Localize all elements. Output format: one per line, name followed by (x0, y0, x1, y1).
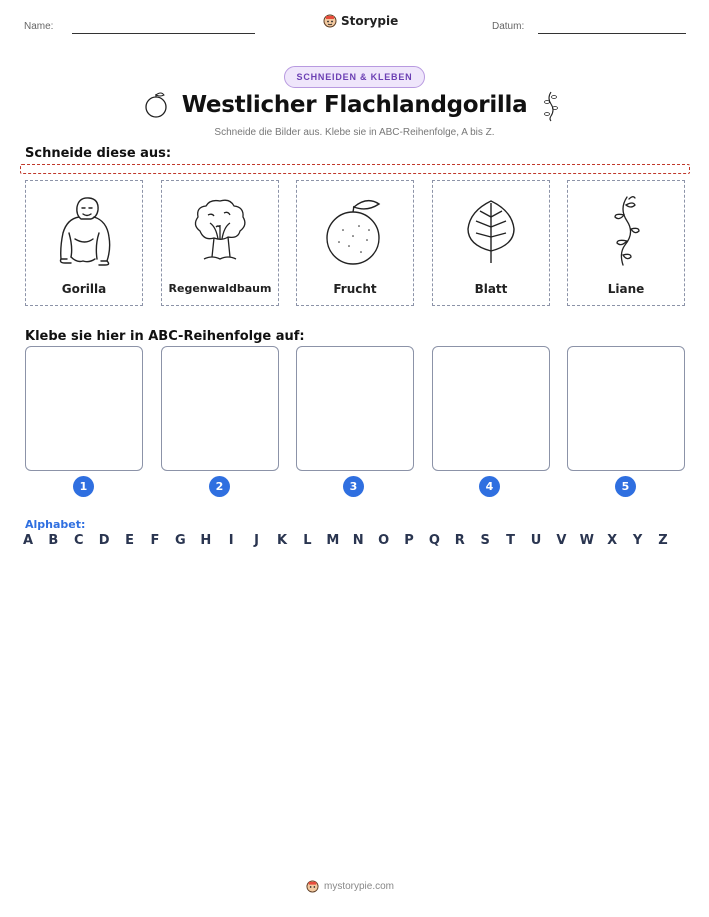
slot-number-4: 4 (479, 476, 500, 497)
cutout-card-leaf[interactable] (432, 180, 550, 306)
instructions: Schneide die Bilder aus. Klebe sie in ABC-Reihenfolge, A bis Z. (214, 127, 495, 138)
alphabet-letter: W (579, 533, 594, 548)
card-label-tree: Regenwaldbaum (168, 282, 272, 295)
alphabet-letter: R (454, 533, 465, 548)
alphabet-letter: E (125, 533, 135, 548)
alphabet-letter: B (48, 533, 59, 548)
card-label-leaf: Blatt (474, 282, 508, 296)
storypie-mascot-icon (323, 14, 337, 28)
brand-name: Storypie (341, 14, 399, 28)
alphabet-letter: A (22, 533, 34, 548)
vine-small-icon (542, 90, 560, 122)
date-line[interactable] (538, 33, 686, 34)
cutout-card-fruit[interactable] (296, 180, 414, 306)
alphabet-letter: M (326, 533, 340, 548)
cut-heading: Schneide diese aus: (25, 146, 172, 161)
alphabet-letter: L (303, 533, 312, 548)
slot-number-1: 1 (73, 476, 94, 497)
paste-heading: Klebe sie hier in ABC-Reihenfolge auf: (25, 329, 305, 344)
alphabet-letter: N (352, 533, 364, 548)
gorilla-icon (49, 193, 119, 269)
alphabet-letter: Y (632, 533, 643, 548)
cut-line (20, 164, 690, 174)
alphabet-title: Alphabet: (25, 518, 86, 531)
footer (306, 880, 394, 893)
alphabet-letter: G (175, 533, 186, 548)
alphabet-letter: X (607, 533, 618, 548)
paste-slot-4[interactable] (432, 346, 550, 471)
card-label-vine: Liane (607, 282, 645, 296)
slot-number-5: 5 (615, 476, 636, 497)
alphabet-letter: S (480, 533, 490, 548)
leaf-icon (462, 197, 520, 265)
activity-badge: SCHNEIDEN & KLEBEN (284, 66, 425, 88)
alphabet-letter: Z (658, 533, 668, 548)
paste-slot-3[interactable] (296, 346, 414, 471)
alphabet-letter: D (98, 533, 110, 548)
alphabet-letter: J (254, 533, 260, 548)
paste-slot-5[interactable] (567, 346, 685, 471)
name-label: Name: (24, 21, 54, 32)
tree-icon (190, 197, 250, 265)
brand-logo (323, 14, 398, 28)
alphabet-letter: Q (428, 533, 440, 548)
page-title-wrap (0, 92, 709, 118)
alphabet-letter: F (150, 533, 160, 548)
storypie-mascot-icon (306, 880, 319, 893)
alphabet-letter: K (276, 533, 288, 548)
footer-url[interactable]: mystorypie.com (324, 881, 395, 892)
alphabet-letter: T (506, 533, 516, 548)
date-label: Datum: (492, 21, 525, 32)
card-label-fruit: Frucht (333, 282, 377, 296)
page-title: Westlicher Flachlandgorilla (181, 92, 528, 118)
slot-number-3: 3 (343, 476, 364, 497)
paste-slot-2[interactable] (161, 346, 279, 471)
slot-number-2: 2 (209, 476, 230, 497)
alphabet-letter: P (404, 533, 414, 548)
alphabet-letter: U (530, 533, 542, 548)
alphabet-letter: O (378, 533, 390, 548)
paste-slot-1[interactable] (25, 346, 143, 471)
alphabet-letter: I (228, 533, 234, 548)
fruit-icon (323, 196, 387, 266)
cutout-card-vine[interactable] (567, 180, 685, 306)
alphabet-letter: V (556, 533, 567, 548)
name-line[interactable] (72, 33, 255, 34)
alphabet-row (22, 533, 685, 551)
alphabet-letter: H (200, 533, 212, 548)
vine-icon (609, 195, 643, 267)
cutout-card-tree[interactable] (161, 180, 279, 306)
alphabet-letter: C (74, 533, 84, 548)
card-label-gorilla: Gorilla (61, 282, 107, 296)
cutout-card-gorilla[interactable] (25, 180, 143, 306)
